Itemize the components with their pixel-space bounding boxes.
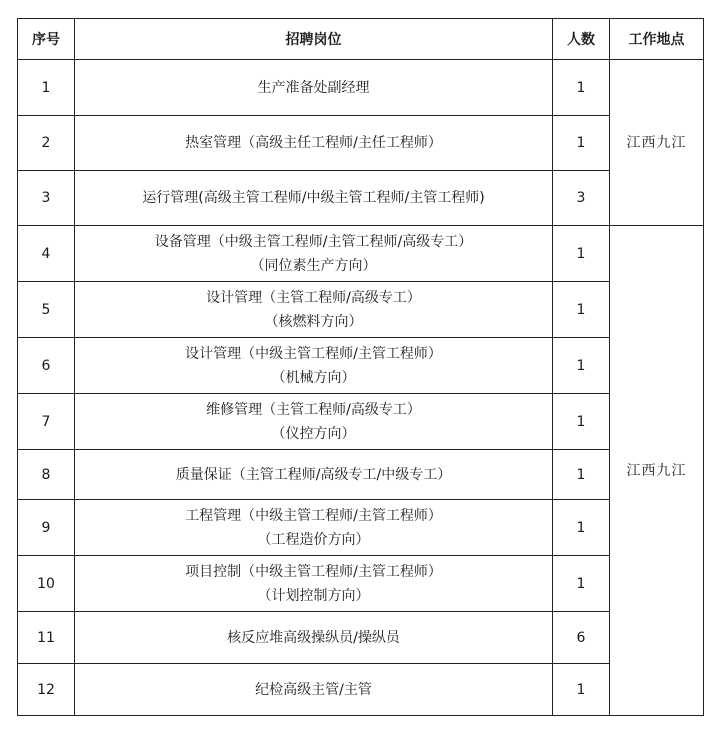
location-cell: 江西九江 bbox=[610, 226, 704, 716]
position-line: 设备管理（中级主管工程师/主管工程师/高级专工） bbox=[154, 233, 473, 250]
row-position bbox=[75, 394, 553, 450]
row-no: 4 bbox=[18, 226, 75, 282]
table-row bbox=[18, 171, 704, 226]
row-count: 1 bbox=[553, 394, 610, 450]
row-count: 1 bbox=[553, 226, 610, 282]
header-position: 招聘岗位 bbox=[75, 19, 553, 60]
row-count: 1 bbox=[553, 338, 610, 394]
position-line: 热室管理（高级主任工程师/主任工程师） bbox=[185, 135, 442, 151]
row-count: 1 bbox=[553, 556, 610, 612]
location-cell: 江西九江 bbox=[610, 60, 704, 226]
position-subline: （仪控方向） bbox=[271, 425, 356, 442]
position-subline: （计划控制方向） bbox=[257, 587, 370, 604]
row-no: 10 bbox=[18, 556, 75, 612]
position-line: 工程管理（中级主管工程师/主管工程师） bbox=[185, 507, 442, 524]
row-position bbox=[75, 60, 553, 116]
table-row bbox=[18, 394, 704, 450]
row-no: 7 bbox=[18, 394, 75, 450]
row-no: 9 bbox=[18, 500, 75, 556]
position-subline: （工程造价方向） bbox=[257, 531, 370, 548]
position-line: 运行管理(高级主管工程师/中级主管工程师/主管工程师) bbox=[142, 190, 485, 206]
table-row bbox=[18, 282, 704, 338]
row-no: 5 bbox=[18, 282, 75, 338]
row-position bbox=[75, 664, 553, 716]
header-count: 人数 bbox=[553, 19, 610, 60]
position-line: 质量保证（主管工程师/高级专工/中级专工） bbox=[175, 466, 452, 483]
row-position bbox=[75, 338, 553, 394]
position-line: 设计管理（中级主管工程师/主管工程师） bbox=[185, 345, 442, 362]
row-position bbox=[75, 226, 553, 282]
position-subline: （机械方向） bbox=[271, 369, 356, 386]
header-no: 序号 bbox=[18, 19, 75, 60]
row-position bbox=[75, 612, 553, 664]
position-line: 项目控制（中级主管工程师/主管工程师） bbox=[185, 563, 442, 580]
position-subline: （核燃料方向） bbox=[264, 313, 363, 330]
row-count: 1 bbox=[553, 450, 610, 500]
row-count: 1 bbox=[553, 664, 610, 716]
position-line: 设计管理（主管工程师/高级专工） bbox=[206, 289, 421, 306]
table-row bbox=[18, 612, 704, 664]
row-no: 2 bbox=[18, 116, 75, 171]
row-position bbox=[75, 282, 553, 338]
table-row bbox=[18, 338, 704, 394]
table-row bbox=[18, 500, 704, 556]
position-line: 维修管理（主管工程师/高级专工） bbox=[206, 401, 421, 418]
row-count: 1 bbox=[553, 282, 610, 338]
position-subline: （同位素生产方向） bbox=[250, 257, 377, 274]
table-row bbox=[18, 60, 704, 116]
row-position bbox=[75, 500, 553, 556]
row-count: 1 bbox=[553, 60, 610, 116]
table-row bbox=[18, 116, 704, 171]
row-no: 8 bbox=[18, 450, 75, 500]
row-position bbox=[75, 171, 553, 226]
position-line: 生产准备处副经理 bbox=[257, 79, 370, 96]
table-row bbox=[18, 226, 704, 282]
row-position bbox=[75, 450, 553, 500]
position-line: 纪检高级主管/主管 bbox=[255, 681, 372, 698]
row-no: 6 bbox=[18, 338, 75, 394]
recruitment-table bbox=[17, 18, 704, 716]
table-row bbox=[18, 664, 704, 716]
row-no: 1 bbox=[18, 60, 75, 116]
table-row bbox=[18, 450, 704, 500]
row-count: 1 bbox=[553, 500, 610, 556]
position-line: 核反应堆高级操纵员/操纵员 bbox=[227, 629, 400, 646]
row-no: 12 bbox=[18, 664, 75, 716]
row-position bbox=[75, 116, 553, 171]
header-location: 工作地点 bbox=[610, 19, 704, 60]
row-count: 6 bbox=[553, 612, 610, 664]
row-position bbox=[75, 556, 553, 612]
row-count: 3 bbox=[553, 171, 610, 226]
table-header-row bbox=[18, 19, 704, 60]
row-no: 3 bbox=[18, 171, 75, 226]
row-no: 11 bbox=[18, 612, 75, 664]
row-count: 1 bbox=[553, 116, 610, 171]
table-row bbox=[18, 556, 704, 612]
